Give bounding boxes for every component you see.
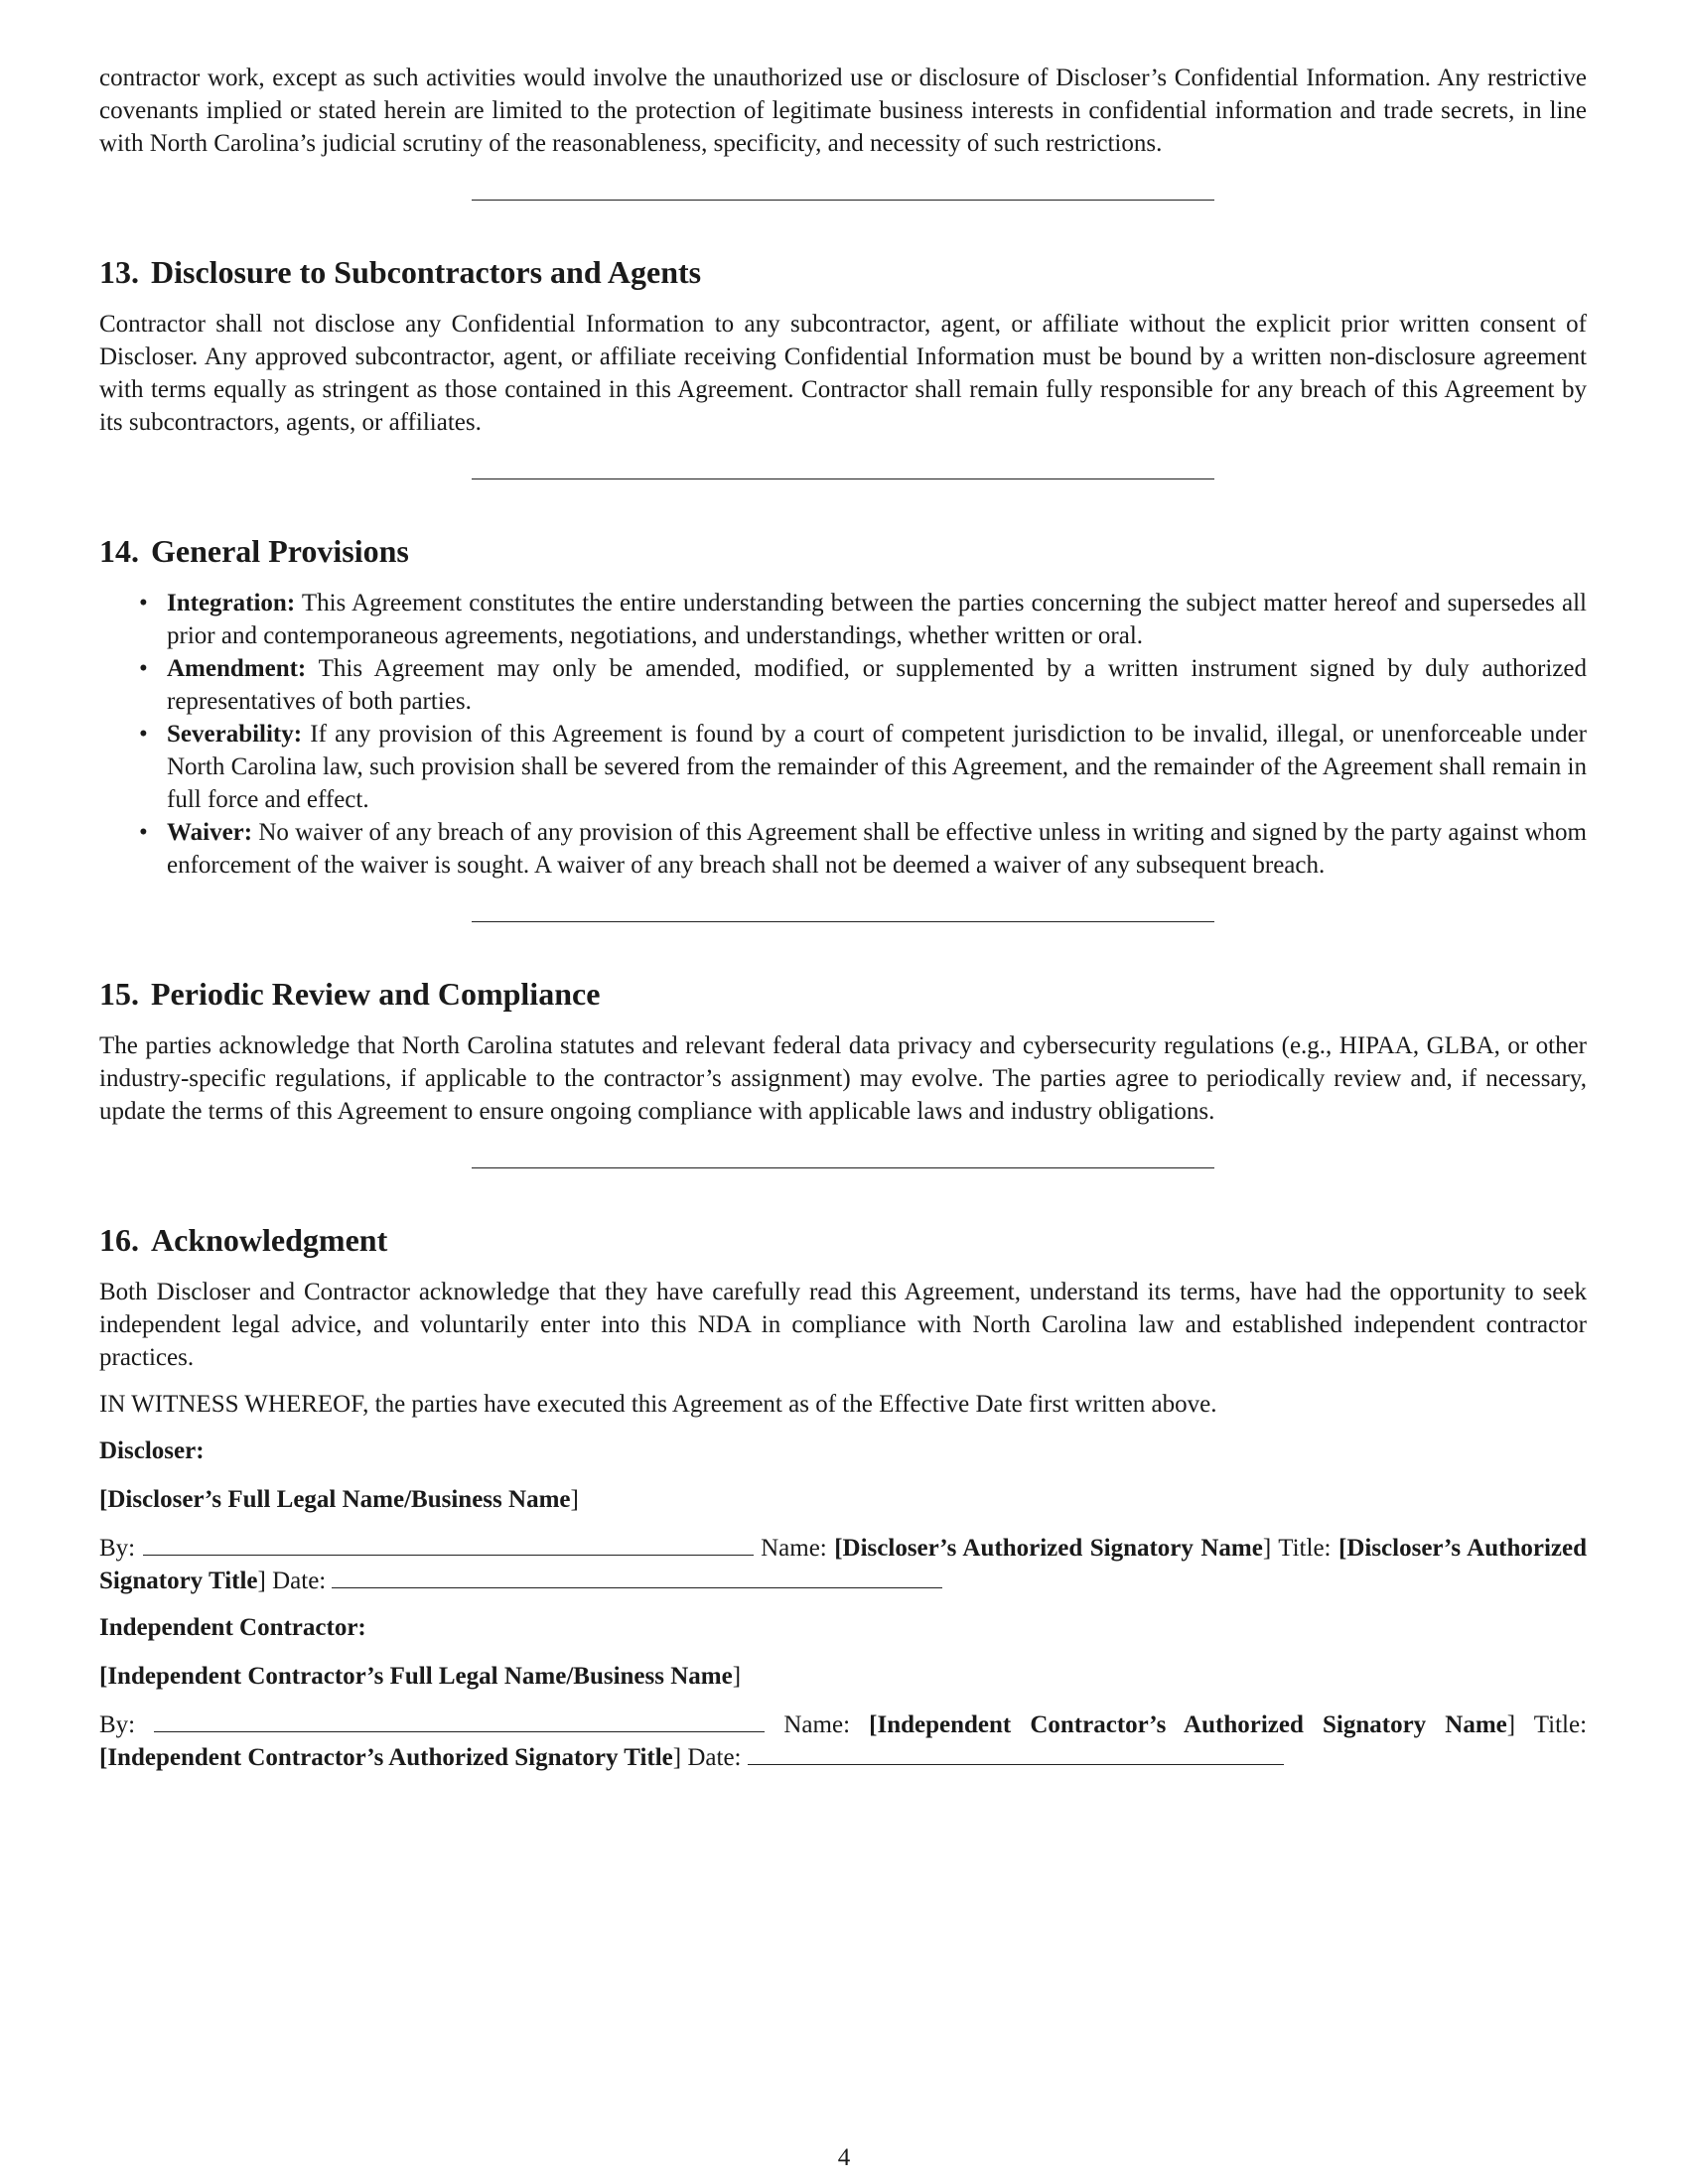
section-13	[99, 252, 1587, 439]
section-divider	[472, 478, 1214, 479]
provision-text: This Agreement constitutes the entire understanding between the parties concerning the subject matter hereof and supersedes all prior and contemporaneous agreements, negotiations, and understandings, whether written or oral.	[167, 590, 1587, 649]
date-label: Date:	[272, 1568, 327, 1594]
title-label: Title:	[1278, 1535, 1332, 1562]
signatory-title: Discloser’s Authorized Signatory Title	[99, 1535, 1588, 1594]
contractor-entity-name: Independent Contractor’s Full Legal Name/Business Name	[107, 1663, 733, 1690]
date-label: Date:	[687, 1744, 742, 1771]
section-15	[99, 974, 1587, 1128]
section-title: Acknowledgment	[151, 1222, 388, 1258]
section-divider	[472, 200, 1214, 201]
provisions-list	[99, 587, 1587, 882]
witness-statement: IN WITNESS WHEREOF, the parties have executed this Agreement as of the Effective Date first written above.	[99, 1391, 1217, 1418]
name-label: Name:	[761, 1535, 827, 1562]
signatory-name: Discloser’s Authorized Signatory Name	[842, 1535, 1263, 1562]
contractor-signature-line: By: Name: [Independent Contractor’s Authorized Signatory Name] Title: [Independent Contractor’s Authorized Signatory Title] Date:	[99, 1711, 1588, 1771]
by-label: By:	[99, 1535, 136, 1562]
intro-paragraph: contractor work, except as such activities would involve the unauthorized use or disclosure of Discloser’s Confidential Information. Any restrictive covenants implied or stated herein are limited to the protection of legitimate business interests in confidential information and trade secrets, in line with North Carolina’s judicial scrutiny of the reasonableness, specificity, and necessity of such restrictions.	[99, 65, 1587, 157]
by-label: By:	[99, 1711, 136, 1738]
section-heading	[99, 531, 1587, 571]
signature-field[interactable]	[154, 1730, 765, 1732]
section-divider	[472, 1167, 1214, 1168]
provision-label: Severability:	[167, 721, 303, 748]
list-item	[99, 718, 1587, 816]
discloser-signature-line: By: Name: [Discloser’s Authorized Signatory Name] Title: [Discloser’s Authorized Signatory Title] Date:	[99, 1535, 1588, 1594]
date-field[interactable]	[332, 1586, 942, 1588]
contractor-heading: Independent Contractor:	[99, 1614, 366, 1641]
bullet-icon: •	[139, 590, 148, 616]
provision-text: If any provision of this Agreement is found by a court of competent jurisdiction to be invalid, illegal, or unenforceable under North Carolina law, such provision shall be severed from the remainder of this Agreement, and the remainder of the Agreement shall remain in full force and effect.	[167, 721, 1588, 813]
contractor-entity: [Independent Contractor’s Full Legal Name/Business Name]	[99, 1663, 742, 1690]
discloser-heading: Discloser:	[99, 1437, 205, 1464]
document-page	[99, 62, 1587, 1774]
section-body: The parties acknowledge that North Carolina statutes and relevant federal data privacy and cybersecurity regulations (e.g., HIPAA, GLBA, or other industry-specific regulations, if applicable to the contractor’s assignment) may evolve. The parties agree to periodically review and, if necessary, update the terms of this Agreement to ensure ongoing compliance with applicable laws and industry obligations.	[99, 1032, 1587, 1125]
provision-text: This Agreement may only be amended, modified, or supplemented by a written instrument signed by duly authorized representatives of both parties.	[167, 655, 1587, 715]
signatory-name: Independent Contractor’s Authorized Signatory Name	[877, 1711, 1507, 1738]
discloser-entity-name: Discloser’s Full Legal Name/Business Name	[107, 1486, 571, 1513]
discloser-entity: [Discloser’s Full Legal Name/Business Name]	[99, 1486, 579, 1513]
date-field[interactable]	[748, 1763, 1284, 1765]
page-number: 4	[837, 2144, 851, 2171]
section-14	[99, 531, 1587, 882]
section-divider	[472, 921, 1214, 922]
bullet-icon: •	[139, 819, 148, 846]
section-title: Disclosure to Subcontractors and Agents	[151, 254, 702, 290]
bullet-icon: •	[139, 655, 148, 682]
section-number: 13.	[99, 254, 139, 290]
section-body: Contractor shall not disclose any Confidential Information to any subcontractor, agent, or affiliate without the explicit prior written consent of Discloser. Any approved subcontractor, agent, or affiliate receiving Confidential Information must be bound by a written non-disclosure agreement with terms equally as stringent as those contained in this Agreement. Contractor shall remain fully responsible for any breach of this Agreement by its subcontractors, agents, or affiliates.	[99, 311, 1587, 436]
section-heading	[99, 252, 1587, 292]
section-number: 14.	[99, 533, 139, 569]
section-number: 16.	[99, 1222, 139, 1258]
section-title: Periodic Review and Compliance	[151, 976, 601, 1012]
title-label: Title:	[1533, 1711, 1588, 1738]
section-heading	[99, 974, 1587, 1014]
section-heading	[99, 1220, 1587, 1260]
provision-label: Integration:	[167, 590, 296, 616]
bullet-icon: •	[139, 721, 148, 748]
name-label: Name:	[783, 1711, 851, 1738]
section-16	[99, 1220, 1587, 1774]
signatory-title: Independent Contractor’s Authorized Signatory Title	[107, 1744, 673, 1771]
list-item	[99, 652, 1587, 718]
list-item	[99, 587, 1587, 652]
provision-text: No waiver of any breach of any provision of this Agreement shall be effective unless in writing and signed by the party against whom enforcement of the waiver is sought. A waiver of any breach shall not be deemed a waiver of any subsequent breach.	[167, 819, 1588, 879]
signature-field[interactable]	[143, 1554, 754, 1556]
section-title: General Provisions	[151, 533, 409, 569]
provision-label: Waiver:	[167, 819, 253, 846]
provision-label: Amendment:	[167, 655, 307, 682]
list-item	[99, 816, 1587, 882]
section-number: 15.	[99, 976, 139, 1012]
section-body: Both Discloser and Contractor acknowledge that they have carefully read this Agreement, understand its terms, have had the opportunity to seek independent legal advice, and voluntarily enter into this NDA in compliance with North Carolina law and established independent contractor practices.	[99, 1279, 1587, 1371]
